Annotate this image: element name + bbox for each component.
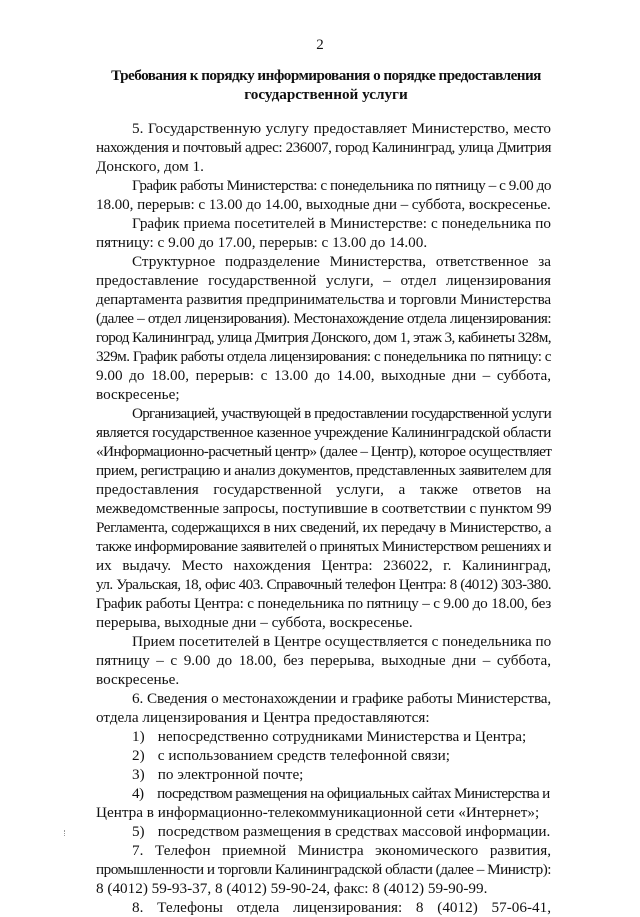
list-item-number: 4) [132, 785, 144, 802]
paragraph-participating-organization [96, 404, 551, 632]
text-line: город Калининград, улица Дмитрия Донского, дом 1, этаж 3, кабинеты 328м, [96, 329, 551, 346]
text-line: Центра в информационно-телекоммуникационной сети «Интернет»; [96, 804, 540, 821]
section-title-line-1: Требования к порядку информирования о порядке предоставления [111, 67, 541, 84]
paragraph-6 [96, 689, 551, 841]
text-line: Регламента, содержащихся в них сведений, их передачу в Министерство, а [96, 519, 551, 536]
list-item [96, 765, 551, 784]
section-title [110, 66, 542, 104]
list-item [96, 784, 551, 803]
text-line: их выдачу. Место нахождения Центра: 236022, г. Калининград, [96, 557, 551, 574]
text-line: прием, регистрацию и анализ документов, представленных заявителем для [96, 462, 551, 479]
list-item-text: по электронной почте; [157, 766, 304, 783]
text-line: График работы Центра: с понедельника по пятницу – с 9.00 до 18.00, без [96, 595, 551, 612]
list-item [96, 746, 551, 765]
list-item-number: 1) [132, 728, 145, 745]
paragraph-licensing-department [96, 252, 551, 404]
text-line: перерыва, выходные дни – суббота, воскресенье. [96, 614, 413, 631]
list-item-number: 3) [132, 766, 145, 783]
document-body [96, 119, 551, 917]
text-line: департамента развития предпринимательства и торговли Министерства [96, 291, 551, 308]
paragraph-7 [96, 841, 551, 898]
list-item-text: с использованием средств телефонной связи; [157, 747, 450, 764]
paragraph-center-reception [96, 632, 551, 689]
text-line: 8. Телефоны отдела лицензирования: 8 (4012) 57-06-41, [132, 899, 551, 916]
text-line: График работы Министерства: с понедельника по пятницу – с 9.00 до [132, 177, 551, 194]
text-line: 6. Сведения о местонахождении и графике работы Министерства, [132, 690, 551, 707]
page-number: 2 [316, 37, 324, 53]
text-line: 7. Телефон приемной Министра экономического развития, [132, 842, 551, 859]
margin-mark [64, 830, 67, 836]
list-item-number: 2) [132, 747, 145, 764]
list-item-text: непосредственно сотрудниками Министерства и Центра; [157, 728, 527, 745]
text-line: 5. Государственную услугу предоставляет Министерство, место [132, 120, 551, 137]
text-line: воскресенье; [96, 386, 180, 403]
paragraph-ministry-schedule [96, 176, 551, 214]
text-line: Донского, дом 1. [96, 158, 204, 175]
text-line: является государственное казенное учреждение Калининградской области [96, 424, 551, 441]
text-line: также информирование заявителей о принятых Министерством решениях и [96, 538, 551, 555]
text-line: Прием посетителей в Центре осуществляется с понедельника по [132, 633, 552, 650]
text-line: 18.00, перерыв: с 13.00 до 14.00, выходные дни – суббота, воскресенье. [96, 196, 551, 213]
list-item-number: 5) [132, 823, 145, 840]
text-line: пятницу: с 9.00 до 17.00, перерыв: с 13.00 до 14.00. [96, 234, 428, 251]
text-line: воскресенье. [96, 671, 180, 688]
text-line: Структурное подразделение Министерства, ответственное за [132, 253, 551, 270]
text-line: отдела лицензирования и Центра предоставляются: [96, 709, 430, 726]
text-line: 8 (4012) 59-93-37, 8 (4012) 59-90-24, факс: 8 (4012) 59-90-99. [96, 880, 488, 897]
text-line: 9.00 до 18.00, перерыв: с 13.00 до 14.00, выходные дни – суббота, [96, 367, 551, 384]
list-item [96, 822, 551, 841]
list-item-text: посредством размещения на официальных сайтах Министерства и [157, 785, 550, 802]
text-line: «Информационно-расчетный центр» (далее – Центр), которое осуществляет [96, 443, 552, 460]
paragraph-5 [96, 119, 551, 176]
text-line: промышленности и торговли Калининградской области (далее – Министр): [96, 861, 551, 878]
paragraph-8 [96, 898, 551, 917]
text-line: Организацией, участвующей в предоставлении государственной услуги [132, 405, 551, 422]
text-line: ул. Уральская, 18, офис 403. Справочный телефон Центра: 8 (4012) 303-380. [96, 576, 551, 593]
list-item-text: посредством размещения в средствах массовой информации. [157, 823, 551, 840]
text-line: График приема посетителей в Министерстве: с понедельника по [132, 215, 551, 232]
text-line: нахождения и почтовый адрес: 236007, город Калининград, улица Дмитрия [96, 139, 551, 156]
text-line: предоставление государственной услуги, – отдел лицензирования [96, 272, 551, 289]
text-line: предоставления государственной услуги, а также ответов на [96, 481, 551, 498]
text-line: пятницу – с 9.00 до 18.00, без перерыва, выходные дни – суббота, [96, 652, 551, 669]
text-line: (далее – отдел лицензирования). Местонахождение отдела лицензирования: [96, 310, 551, 327]
text-line: межведомственные запросы, поступившие в соответствии с пунктом 99 [96, 500, 552, 517]
text-line: 329м. График работы отдела лицензирования: с понедельника по пятницу: с [96, 348, 551, 365]
list-item [96, 727, 551, 746]
paragraph-reception-schedule [96, 214, 551, 252]
section-title-line-2: государственной услуги [244, 86, 408, 103]
